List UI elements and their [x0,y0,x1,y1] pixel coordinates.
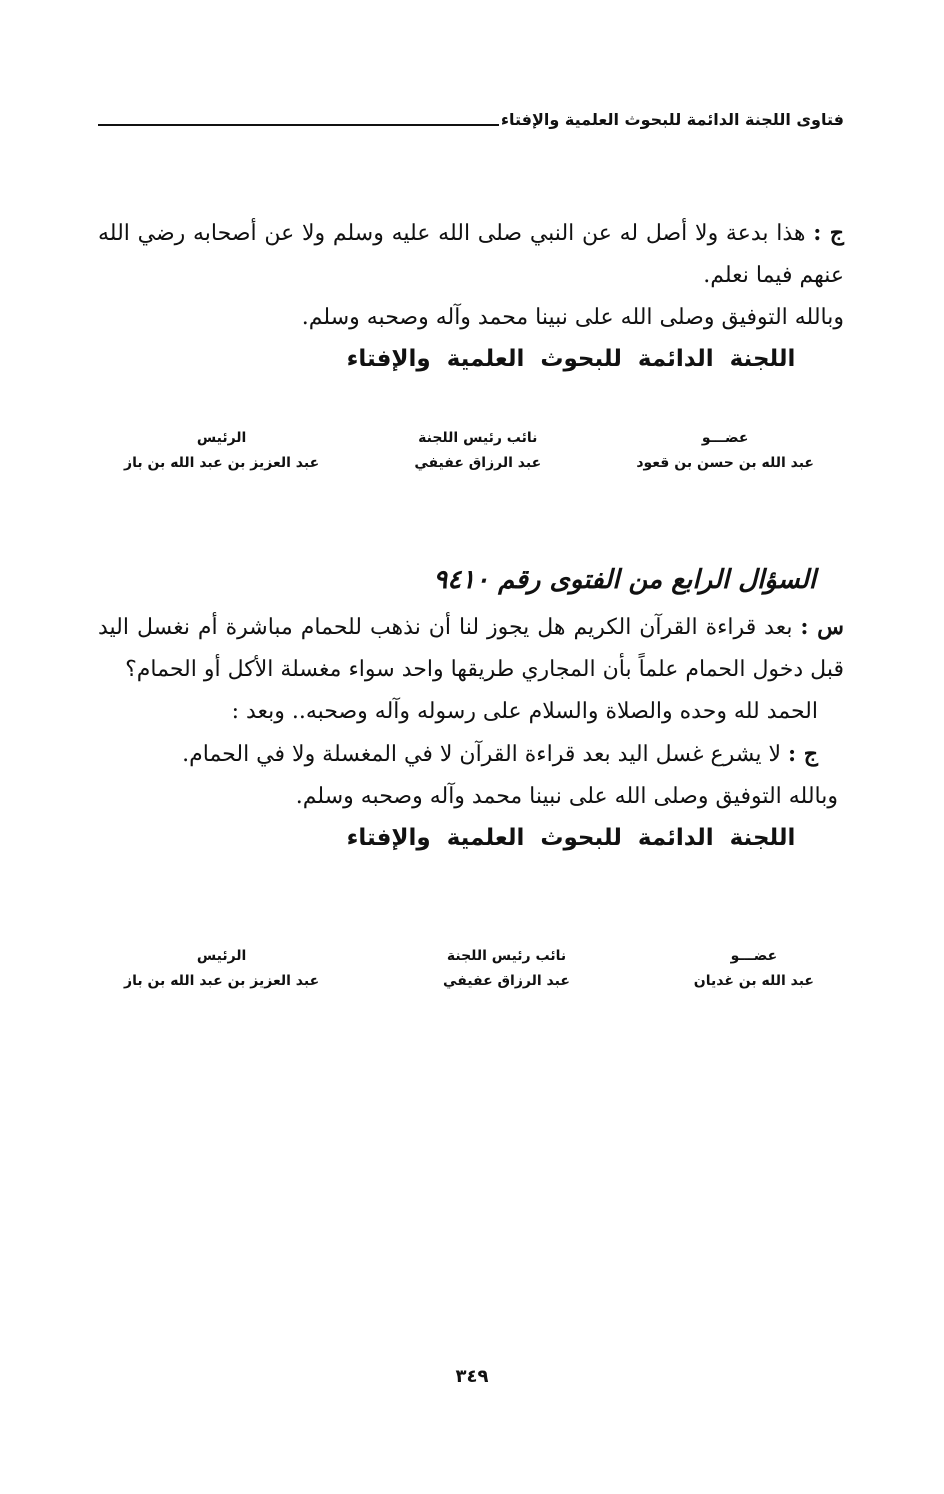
page-number: ٣٤٩ [455,1366,489,1387]
closing-line: وبالله التوفيق وصلى الله على نبينا محمد وآله وصحبه وسلم. [295,784,838,809]
signature-name: عبد الله بن حسن بن قعود [636,455,814,471]
answer-paragraph [98,212,844,297]
question-paragraph [98,606,844,691]
signature-name: عبد العزيز بن عبد الله بن باز [124,455,320,471]
question-lead: س : [800,614,844,640]
praise-line: الحمد لله وحده والصلاة والسلام على رسوله وآله وصحبه.. وبعد : [231,699,818,724]
signature-role: نائب رئيس اللجنة [418,430,538,446]
question-heading: السؤال الرابع من الفتوى رقم ٩٤١٠ [433,565,816,595]
signature-name: عبد الله بن غديان [693,973,814,989]
committee-name: اللجنة الدائمة للبحوث العلمية والإفتاء [346,346,796,372]
signature-role: الرئيس [196,430,247,446]
running-header [98,102,844,128]
signature-chair [124,944,319,994]
signature-name: عبد الرزاق عفيفي [443,973,570,989]
running-header-title: فتاوى اللجنة الدائمة للبحوث العلمية والإفتاء [500,110,844,129]
signature-name: عبد الرزاق عفيفي [414,455,542,471]
signature-member [636,426,814,476]
signature-vice-chair [414,426,541,476]
committee-name: اللجنة الدائمة للبحوث العلمية والإفتاء [346,825,796,851]
signature-role: نائب رئيس اللجنة [446,948,567,964]
signature-vice-chair [443,944,570,994]
signatures-section-1 [124,426,814,476]
signature-role: عضـــو [701,430,749,446]
header-rule [98,124,499,126]
signature-role: الرئيس [196,948,247,964]
signatures-section-2 [124,944,814,994]
answer-text: هذا بدعة ولا أصل له عن النبي صلى الله عليه وسلم ولا عن أصحابه رضي الله عنهم فيما نعلم. [98,221,844,288]
signature-name: عبد العزيز بن عبد الله بن باز [124,973,320,989]
question-text: بعد قراءة القرآن الكريم هل يجوز لنا أن نذهب للحمام مباشرة أم نغسل اليد قبل دخول الحمام علماً بأن المجاري طريقها واحد سواء مغسلة الأكل أو الحمام؟ [98,615,844,682]
fatwa-section-2 [98,606,844,858]
answer-lead: ج : [788,741,818,767]
answer-text: لا يشرع غسل اليد بعد قراءة القرآن لا في المغسلة ولا في الحمام. [182,742,782,767]
answer-paragraph [98,733,844,776]
signature-member [694,944,814,994]
signature-role: عضـــو [730,948,778,964]
closing-line: وبالله التوفيق وصلى الله على نبينا محمد وآله وصحبه وسلم. [301,305,844,330]
answer-lead: ج : [813,220,845,246]
fatwa-section-1 [98,212,844,379]
signature-chair [124,426,319,476]
